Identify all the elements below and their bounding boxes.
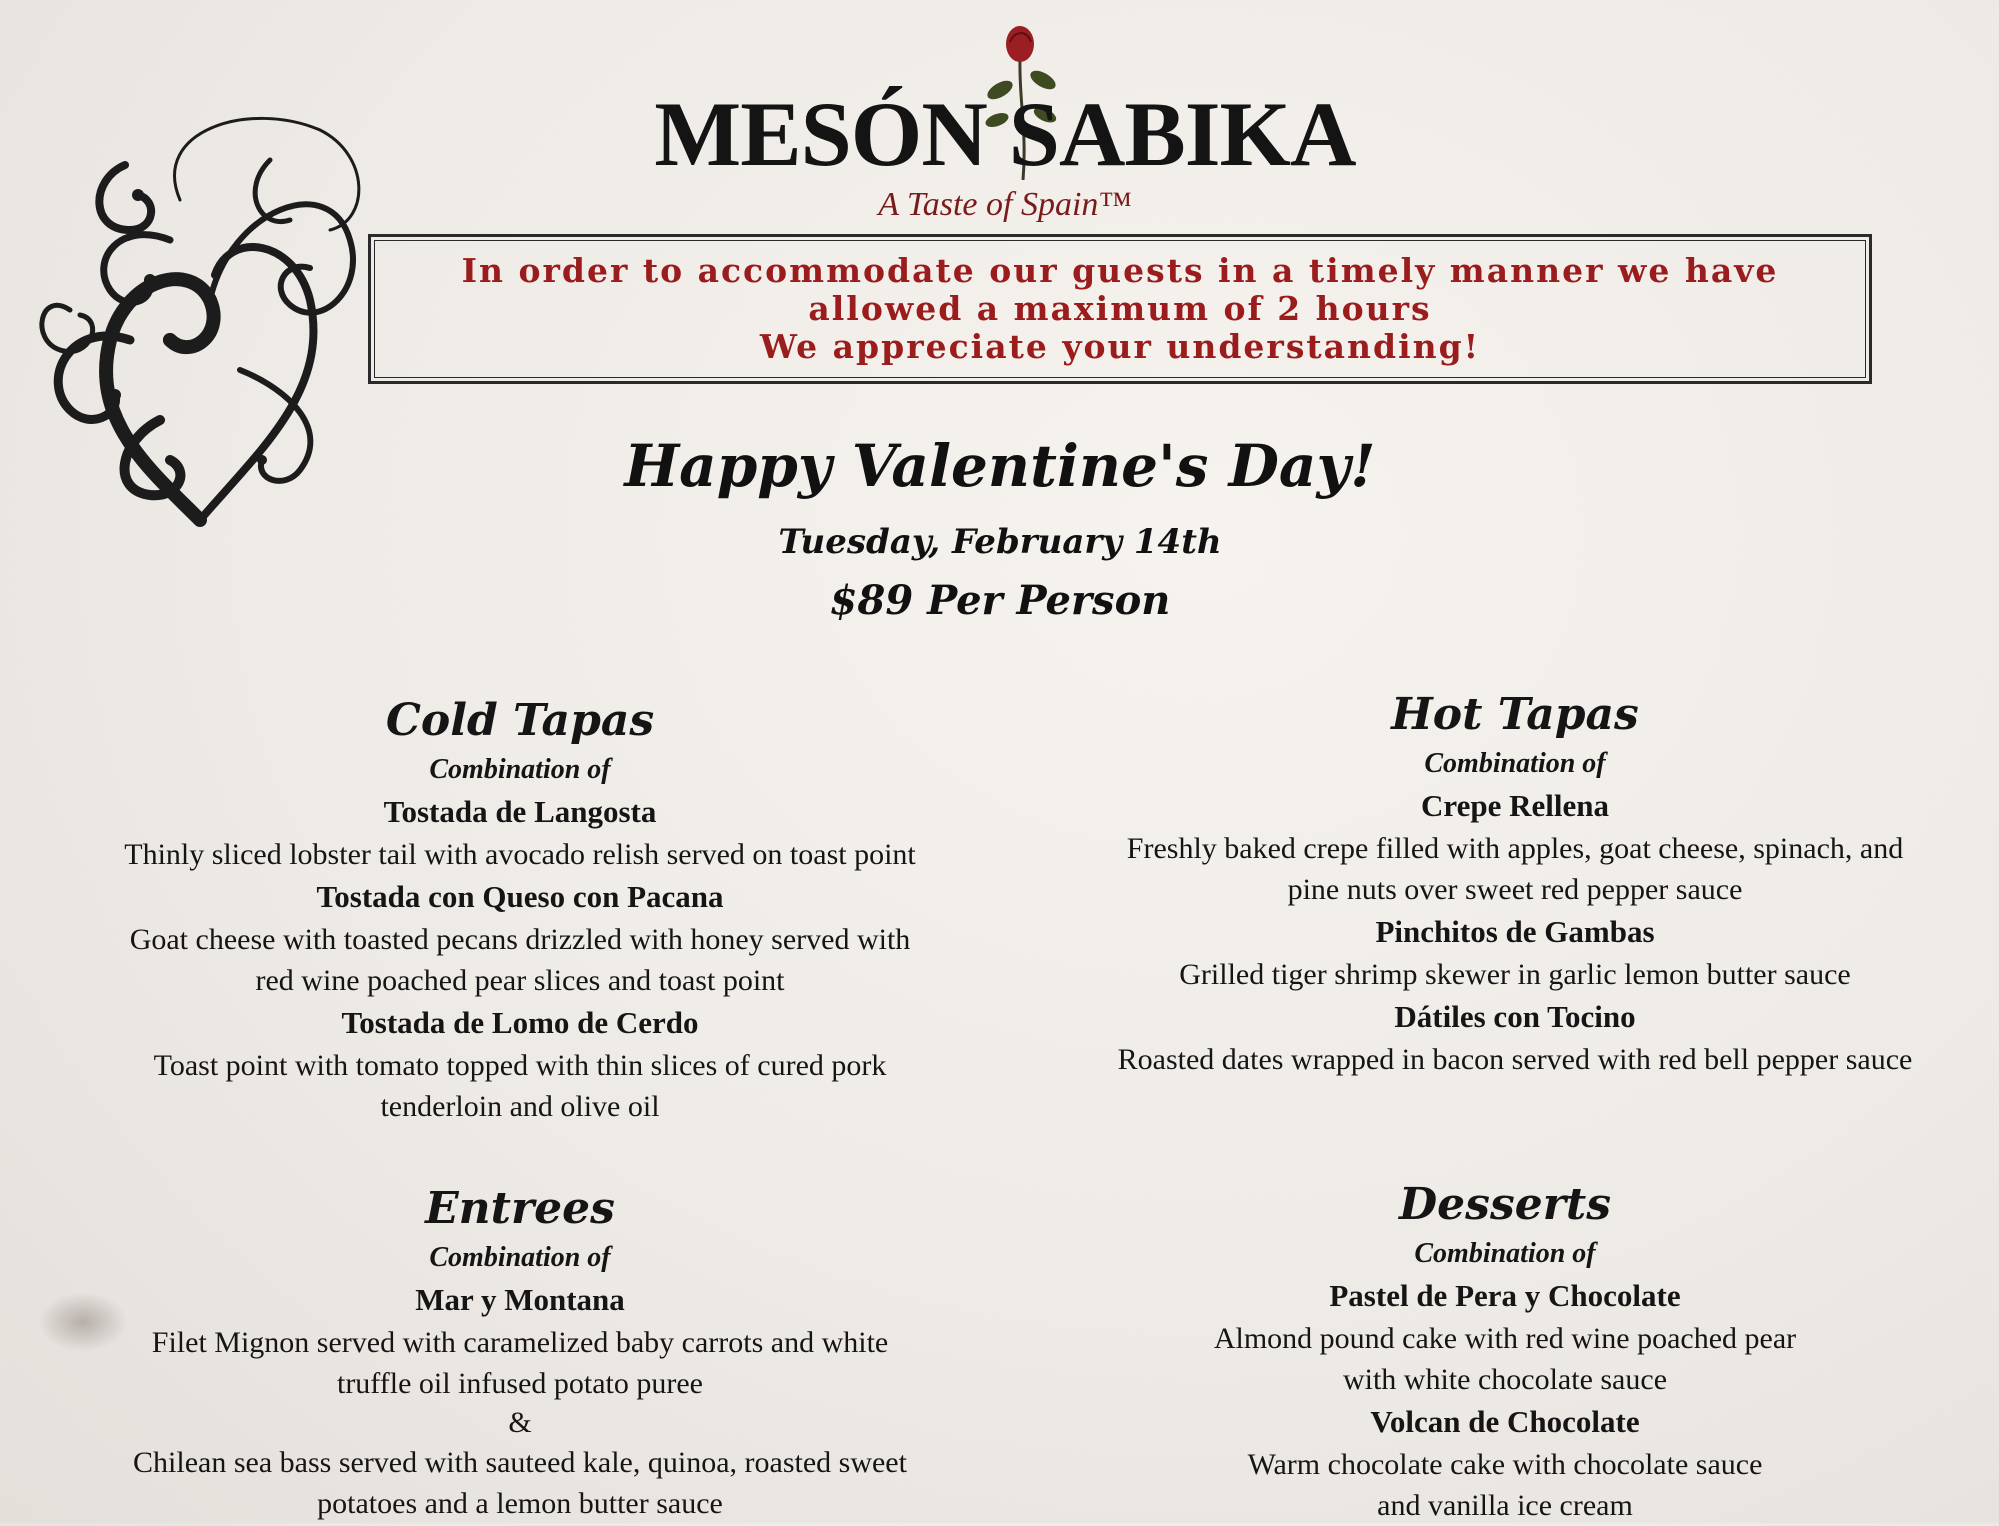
dish-description: Goat cheese with toasted pecans drizzled with honey served with [129,923,911,956]
dish-name: Volcan de Chocolate [1370,1404,1640,1439]
event-date: Tuesday, February 14th [778,522,1222,562]
dish-name: Mar y Montana [415,1282,625,1317]
cold-tapas-section [60,692,980,1127]
flourish-ornament [30,90,370,530]
notice-line: We appreciate your understanding! [759,327,1481,366]
dish-description: Grilled tiger shrimp skewer in garlic lemon butter sauce [1179,958,1851,991]
dish-description: and vanilla ice cream [1377,1489,1633,1522]
dish-description: tenderloin and olive oil [380,1090,660,1123]
section-title: Cold Tapas [385,695,655,746]
desserts-section [1105,1176,1905,1526]
notice-box [368,234,1872,384]
dish-name: Tostada de Lomo de Cerdo [341,1005,699,1040]
section-subtitle: Combination of [1414,1238,1596,1269]
dish-description: Thinly sliced lobster tail with avocado relish served on toast point [124,838,916,871]
section-title: Hot Tapas [1391,689,1639,740]
section-subtitle: Combination of [429,754,611,785]
brand-name: MESÓN SABIKA [654,83,1356,185]
paper-smudge [38,1292,128,1352]
section-subtitle: Combination of [429,1242,611,1273]
brand-tagline: A Taste of Spain™ [878,186,1132,223]
dish-description: pine nuts over sweet red pepper sauce [1287,873,1743,906]
dish-description: Toast point with tomato topped with thin slices of cured pork [153,1049,887,1082]
dish-description: Roasted dates wrapped in bacon served with red bell pepper sauce [1117,1043,1913,1076]
notice-line: In order to accommodate our guests in a timely manner we have [461,251,1779,290]
section-title: Entrees [425,1183,615,1234]
section-subtitle: Combination of [1424,748,1606,779]
dish-description: potatoes and a lemon butter sauce [317,1487,723,1520]
hot-tapas-section [1045,686,1985,1080]
event-price: $89 Per Person [829,577,1171,624]
dish-description: truffle oil infused potato puree [336,1367,703,1400]
dish-name: Crepe Rellena [1421,788,1609,823]
dish-name: Pastel de Pera y Chocolate [1329,1278,1681,1313]
dish-description: Filet Mignon served with caramelized baby carrots and white [151,1326,889,1359]
flourish-icon [30,90,370,530]
section-title: Desserts [1399,1179,1611,1230]
dish-description: Chilean sea bass served with sauteed kale, quinoa, roasted sweet [133,1446,907,1479]
dish-name: Dátiles con Tocino [1394,999,1636,1034]
dish-description: Warm chocolate cake with chocolate sauce [1247,1448,1763,1481]
event-title: Happy Valentine's Day! [624,432,1376,500]
dish-description: red wine poached pear slices and toast point [255,964,785,997]
dish-description: Almond pound cake with red wine poached pear [1213,1322,1797,1355]
ampersand: & [508,1406,532,1439]
dish-name: Pinchitos de Gambas [1375,914,1655,949]
dish-name: Tostada de Langosta [383,794,657,829]
dish-description: with white chocolate sauce [1342,1363,1668,1396]
dish-name: Tostada con Queso con Pacana [316,879,724,914]
restaurant-logo [640,20,1370,223]
dish-description: Freshly baked crepe filled with apples, goat cheese, spinach, and [1126,832,1904,865]
entrees-section [60,1180,980,1524]
notice-line: allowed a maximum of 2 hours [808,289,1432,328]
